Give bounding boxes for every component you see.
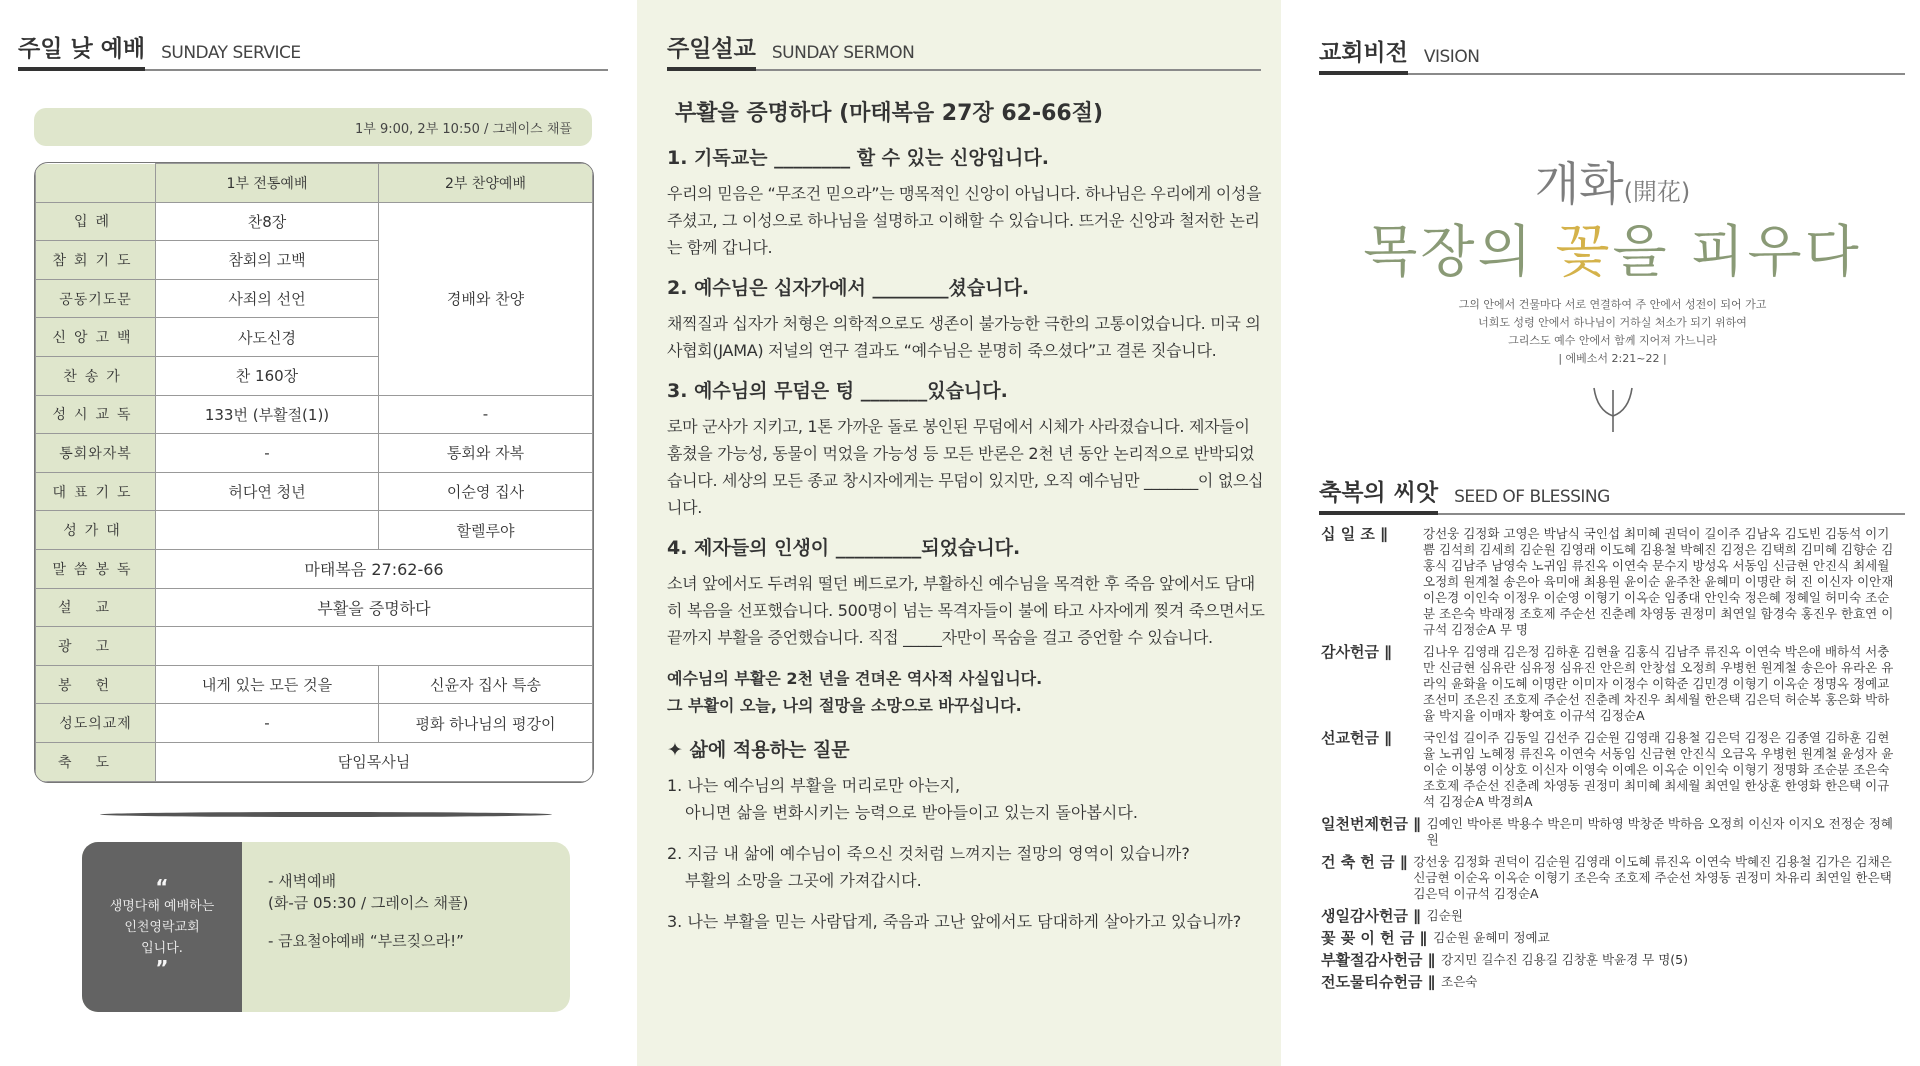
sunday-service-panel bbox=[0, 0, 630, 1066]
vision-slogan bbox=[1305, 208, 1920, 288]
offering-category: 일천번제헌금 ∥ bbox=[1321, 815, 1421, 833]
blessing-header bbox=[1319, 474, 1905, 515]
section-title-en: SEED OF BLESSING bbox=[1454, 487, 1610, 507]
slogan-line: 생명다해 예배하는 bbox=[109, 898, 215, 914]
list-item bbox=[1321, 930, 1901, 946]
promo-line: - 금요철야예배 “부르짖으라!” bbox=[268, 932, 464, 950]
promo-line: (화-금 05:30 / 그레이스 채플) bbox=[268, 894, 469, 912]
service-order-table bbox=[34, 162, 594, 783]
span-cell bbox=[156, 627, 593, 666]
cell-1: - bbox=[156, 704, 379, 743]
table-row bbox=[36, 434, 593, 473]
cell-2: 할렐루야 bbox=[379, 511, 593, 550]
verse-line: 그리스도 예수 안에서 함께 지어져 가느니라 bbox=[1508, 334, 1717, 347]
point-heading: 3. 예수님의 무덤은 텅 _______있습니다. bbox=[667, 380, 1008, 402]
point-body: 채찍질과 십자가 처형은 의학적으로도 생존이 불가능한 극한의 고통이었습니다. 미국 의사협회(JAMA) 저널의 연구 결과도 “예수님은 분명히 죽으셨다”고 결론 짓습니다. bbox=[667, 314, 1261, 360]
vision-word bbox=[1305, 148, 1920, 214]
table-row bbox=[36, 588, 593, 627]
cell-2: 신윤자 집사 특송 bbox=[379, 665, 593, 704]
row-label: 대표기도 bbox=[36, 472, 156, 511]
vision-header bbox=[1319, 34, 1905, 75]
verse-reference: | 에베소서 2:21~22 | bbox=[1558, 352, 1667, 365]
slogan-line: 입니다. bbox=[141, 940, 183, 956]
offering-names: 국인섭 길이주 김동일 김선주 김순원 김영래 김용철 김은덕 김정은 김종열 김하훈 김현율 노귀임 노혜정 류진옥 이연숙 서동임 신금현 안진식 오금옥 우병헌 원계철 윤성자 윤이순 이봉영 이상호 이신자 이영숙 이예은 이옥순 이인숙 이형기 정명화 조순분 조은숙 조호제 주순선 진춘례 차영동 권정미 최미혜 최세월 최연일 한상훈 한영화 한은택 이규석 김정순A 박경희A bbox=[1423, 730, 1894, 809]
list-item bbox=[1321, 908, 1901, 924]
list-item bbox=[1321, 644, 1901, 724]
table-corner bbox=[36, 164, 156, 203]
apply-heading: ✦ 삶에 적용하는 질문 bbox=[667, 739, 850, 761]
offering-names: 강선웅 김정화 권덕이 김순원 김영래 이도혜 류진옥 이연숙 박혜진 김용철 김가은 김채은 신금현 이순옥 이옥순 이형기 조은숙 조호제 주순선 차영동 권정미 차유리 최연일 한은택 김은덕 이규석 김정순A bbox=[1413, 854, 1892, 901]
summary bbox=[667, 665, 1267, 719]
table-row bbox=[36, 395, 593, 434]
cell-2: - bbox=[379, 395, 593, 434]
open-quote: “ bbox=[155, 874, 169, 899]
section-title-ko: 주일 낮 예배 bbox=[18, 30, 145, 63]
row-label: 입례 bbox=[36, 202, 156, 241]
vision-slogan-accent: 꽃 bbox=[1555, 220, 1613, 285]
table-row bbox=[36, 704, 593, 743]
offering-names: 김순원 윤혜미 정예교 bbox=[1433, 930, 1550, 945]
question-line: 3. 나는 부활을 믿는 사람답게, 죽음과 고난 앞에서도 담대하게 살아가고 있습니까? bbox=[667, 912, 1242, 931]
row-label: 통회와자복 bbox=[36, 434, 156, 473]
section-title-ko: 주일설교 bbox=[667, 30, 756, 63]
cell-1: 찬 160장 bbox=[156, 356, 379, 395]
offering-names: 강지민 길수진 김용길 김창훈 박윤경 무 명(5) bbox=[1441, 952, 1688, 967]
table-row bbox=[36, 627, 593, 666]
span-cell: 부활을 증명하다 bbox=[156, 588, 593, 627]
section-title-en: VISION bbox=[1423, 47, 1480, 67]
cell-1: 찬8장 bbox=[156, 202, 379, 241]
offering-category: 꽃 꽂 이 헌 금 ∥ bbox=[1321, 929, 1428, 947]
sermon-header bbox=[667, 30, 1261, 71]
cell-1: 허다연 청년 bbox=[156, 472, 379, 511]
cell-1 bbox=[156, 511, 379, 550]
list-item bbox=[1321, 952, 1901, 968]
offering-names: 조은숙 bbox=[1441, 974, 1478, 989]
promo-box bbox=[82, 842, 570, 1012]
row-label: 설교 bbox=[36, 588, 156, 627]
offering-category: 건 축 헌 금 ∥ bbox=[1321, 853, 1408, 871]
cell-1: 133번 (부활절(1)) bbox=[156, 395, 379, 434]
vision-slogan-b: 을 피우다 bbox=[1612, 220, 1862, 285]
table-row bbox=[36, 511, 593, 550]
vision-word-hanja: (開花) bbox=[1623, 178, 1691, 206]
sunday-sermon-panel bbox=[637, 0, 1281, 1066]
list-item bbox=[1321, 526, 1901, 638]
section-title-ko: 교회비전 bbox=[1319, 34, 1408, 67]
offering-names: 김예인 박아론 박용수 박은미 박하영 박창준 박하음 오정희 이신자 이지오 전정순 정혜원 bbox=[1426, 816, 1894, 847]
question-line: 부활의 소망을 그곳에 가져갑시다. bbox=[685, 871, 922, 890]
close-quote: ” bbox=[155, 955, 169, 980]
point-heading: 2. 예수님은 십자가에서 ________셨습니다. bbox=[667, 277, 1030, 299]
span-cell: 마태복음 27:62-66 bbox=[156, 549, 593, 588]
column-header-1: 1부 전통예배 bbox=[156, 164, 379, 203]
table-row bbox=[36, 549, 593, 588]
offering-category: 감사헌금 ∥ bbox=[1321, 643, 1392, 661]
slogan-box bbox=[82, 842, 242, 1012]
offering-category: 생일감사헌금 ∥ bbox=[1321, 907, 1421, 925]
promo-text bbox=[242, 842, 468, 1012]
question-line: 아니면 삶을 변화시키는 능력으로 받아들이고 있는지 돌아봅시다. bbox=[685, 803, 1138, 822]
row-label: 신앙고백 bbox=[36, 318, 156, 357]
offering-names: 김순원 bbox=[1426, 908, 1463, 923]
sermon-content bbox=[667, 96, 1267, 949]
table-row bbox=[36, 742, 593, 781]
vision-panel bbox=[1305, 0, 1920, 1066]
cell-1: - bbox=[156, 434, 379, 473]
point-heading: 4. 제자들의 인생이 _________되었습니다. bbox=[667, 537, 1021, 559]
row-label: 공동기도문 bbox=[36, 279, 156, 318]
row-label: 참회기도 bbox=[36, 241, 156, 280]
section-title-ko: 축복의 씨앗 bbox=[1319, 474, 1438, 507]
offering-category: 전도물티슈헌금 ∥ bbox=[1321, 973, 1436, 991]
list-item bbox=[1321, 854, 1901, 902]
offering-category: 십 일 조 ∥ bbox=[1321, 525, 1388, 543]
service-time: 1부 9:00, 2부 10:50 / 그레이스 채플 bbox=[34, 108, 592, 146]
list-item bbox=[667, 908, 1267, 935]
row-label: 봉헌 bbox=[36, 665, 156, 704]
offering-list bbox=[1321, 526, 1901, 996]
cell-2: 평화 하나님의 평강이 bbox=[379, 704, 593, 743]
span-cell: 담임목사님 bbox=[156, 742, 593, 781]
section-title-en: SUNDAY SERVICE bbox=[161, 43, 301, 63]
vision-slogan-a: 목장의 bbox=[1363, 220, 1556, 285]
table-row bbox=[36, 665, 593, 704]
sunday-service-header bbox=[18, 30, 608, 71]
section-title-en: SUNDAY SERMON bbox=[771, 43, 915, 63]
row-label: 광고 bbox=[36, 627, 156, 666]
offering-category: 선교헌금 ∥ bbox=[1321, 729, 1392, 747]
summary-line: 그 부활이 오늘, 나의 절망을 소망으로 바꾸십니다. bbox=[667, 696, 1022, 715]
question-line: 1. 나는 예수님의 부활을 머리로만 아는지, bbox=[667, 776, 961, 795]
cell-1: 사도신경 bbox=[156, 318, 379, 357]
cell-1: 참회의 고백 bbox=[156, 241, 379, 280]
row-label: 말씀봉독 bbox=[36, 549, 156, 588]
cell-2: 통회와 자복 bbox=[379, 434, 593, 473]
point-heading: 1. 기독교는 ________ 할 수 있는 신앙입니다. bbox=[667, 147, 1049, 169]
offering-names: 김나우 김영래 김은정 김하훈 김현율 김홍식 김남주 류진옥 이연숙 박은애 배하석 서충만 신금현 심유란 심유정 심유진 안은희 안창섭 오정희 우병헌 원계철 송은아 유라온 유라익 윤화율 이도혜 이명란 이미자 이정수 이학준 김민경 이형기 이옥순 정명옥 정예교 조선미 조은진 조호제 주순선 진춘례 차진우 최세월 한은택 김은덕 허순복 홍은화 박하율 박지율 이매자 황여호 이규석 김정순A bbox=[1423, 644, 1894, 723]
table-row bbox=[36, 202, 593, 241]
bible-verse bbox=[1305, 296, 1920, 368]
row-label: 성가대 bbox=[36, 511, 156, 550]
point-body: 로마 군사가 지키고, 1톤 가까운 돌로 봉인된 무덤에서 시체가 사라졌습니다. 제자들이 훔쳤을 가능성, 동물이 먹었을 가능성 등 모든 반론은 2천 년 동안 논리적으로 반박되었습니다. 세상의 모든 종교 창시자에게는 무덤이 있지만, 오직 예수님만 _______이 없으십니다. bbox=[667, 417, 1264, 517]
offering-category: 부활절감사헌금 ∥ bbox=[1321, 951, 1436, 969]
question-list bbox=[667, 772, 1267, 935]
row-label: 성도의교제 bbox=[36, 704, 156, 743]
divider bbox=[100, 812, 552, 817]
question-line: 2. 지금 내 삶에 예수님이 죽으신 것처럼 느껴지는 절망의 영역이 있습니까? bbox=[667, 844, 1190, 863]
list-item bbox=[1321, 974, 1901, 990]
list-item bbox=[1321, 816, 1901, 848]
row-label: 찬송가 bbox=[36, 356, 156, 395]
point-body: 우리의 믿음은 “무조건 믿으라”는 맹목적인 신앙이 아닙니다. 하나님은 우리에게 이성을 주셨고, 그 이성으로 하나님을 설명하고 이해할 수 있습니다. 뜨거운 신앙과 철저한 논리는 함께 갑니다. bbox=[667, 184, 1262, 257]
list-item bbox=[1321, 730, 1901, 810]
slogan-line: 인천영락교회 bbox=[124, 919, 200, 935]
cell-2: 이순영 집사 bbox=[379, 472, 593, 511]
table-row bbox=[36, 472, 593, 511]
merged-cell: 경배와 찬양 bbox=[379, 202, 593, 395]
row-label: 성시교독 bbox=[36, 395, 156, 434]
promo-line: - 새벽예배 bbox=[268, 872, 337, 890]
summary-line: 예수님의 부활은 2천 년을 견뎌온 역사적 사실입니다. bbox=[667, 669, 1043, 688]
cell-1: 내게 있는 모든 것을 bbox=[156, 665, 379, 704]
point-body: 소녀 앞에서도 두려워 떨던 베드로가, 부활하신 예수님을 목격한 후 죽음 앞에서도 담대히 복음을 선포했습니다. 500명이 넘는 목격자들이 불에 타고 사자에게 찢겨 죽으면서도 끝까지 부활을 증언했습니다. 직접 _____자만이 목숨을 걸고 증언할 수 있습니다. bbox=[667, 574, 1265, 647]
offering-names: 강선웅 김정화 고영은 박남식 국인섭 최미혜 권덕이 길이주 김남옥 김도빈 김동석 이기쁨 김석희 김세희 김순원 김영래 이도혜 김용철 박혜진 김정은 김택희 김미혜 김향순 김홍식 김남주 남영숙 노귀임 류진옥 이연숙 문수지 방성옥 서동임 신금현 안진식 최세월 오정희 원계철 송은아 육미애 최용원 윤이순 윤주찬 윤혜미 이명란 허 진 이신자 이안재 이은경 이인숙 이정우 이순영 이형기 이옥순 임종대 안인숙 정은혜 정혜일 허미숙 조순분 조은숙 박래정 조호제 주순선 진춘례 차영동 권정미 최연일 함경숙 홍진우 한효연 이규석 김정순A 무 명 bbox=[1423, 526, 1894, 637]
sermon-title: 부활을 증명하다 (마태복음 27장 62-66절) bbox=[675, 101, 1103, 126]
verse-line: 너희도 성령 안에서 하나님이 거하실 처소가 되기 위하여 bbox=[1478, 316, 1747, 329]
list-item bbox=[667, 840, 1267, 894]
vision-word-ko: 개화 bbox=[1534, 157, 1624, 211]
verse-line: 그의 안에서 건물마다 서로 연결하여 주 안에서 성전이 되어 가고 bbox=[1458, 298, 1767, 311]
row-label: 축도 bbox=[36, 742, 156, 781]
sprout-icon bbox=[1590, 382, 1636, 434]
list-item bbox=[667, 772, 1267, 826]
cell-1: 사죄의 선언 bbox=[156, 279, 379, 318]
column-header-2: 2부 찬양예배 bbox=[379, 164, 593, 203]
